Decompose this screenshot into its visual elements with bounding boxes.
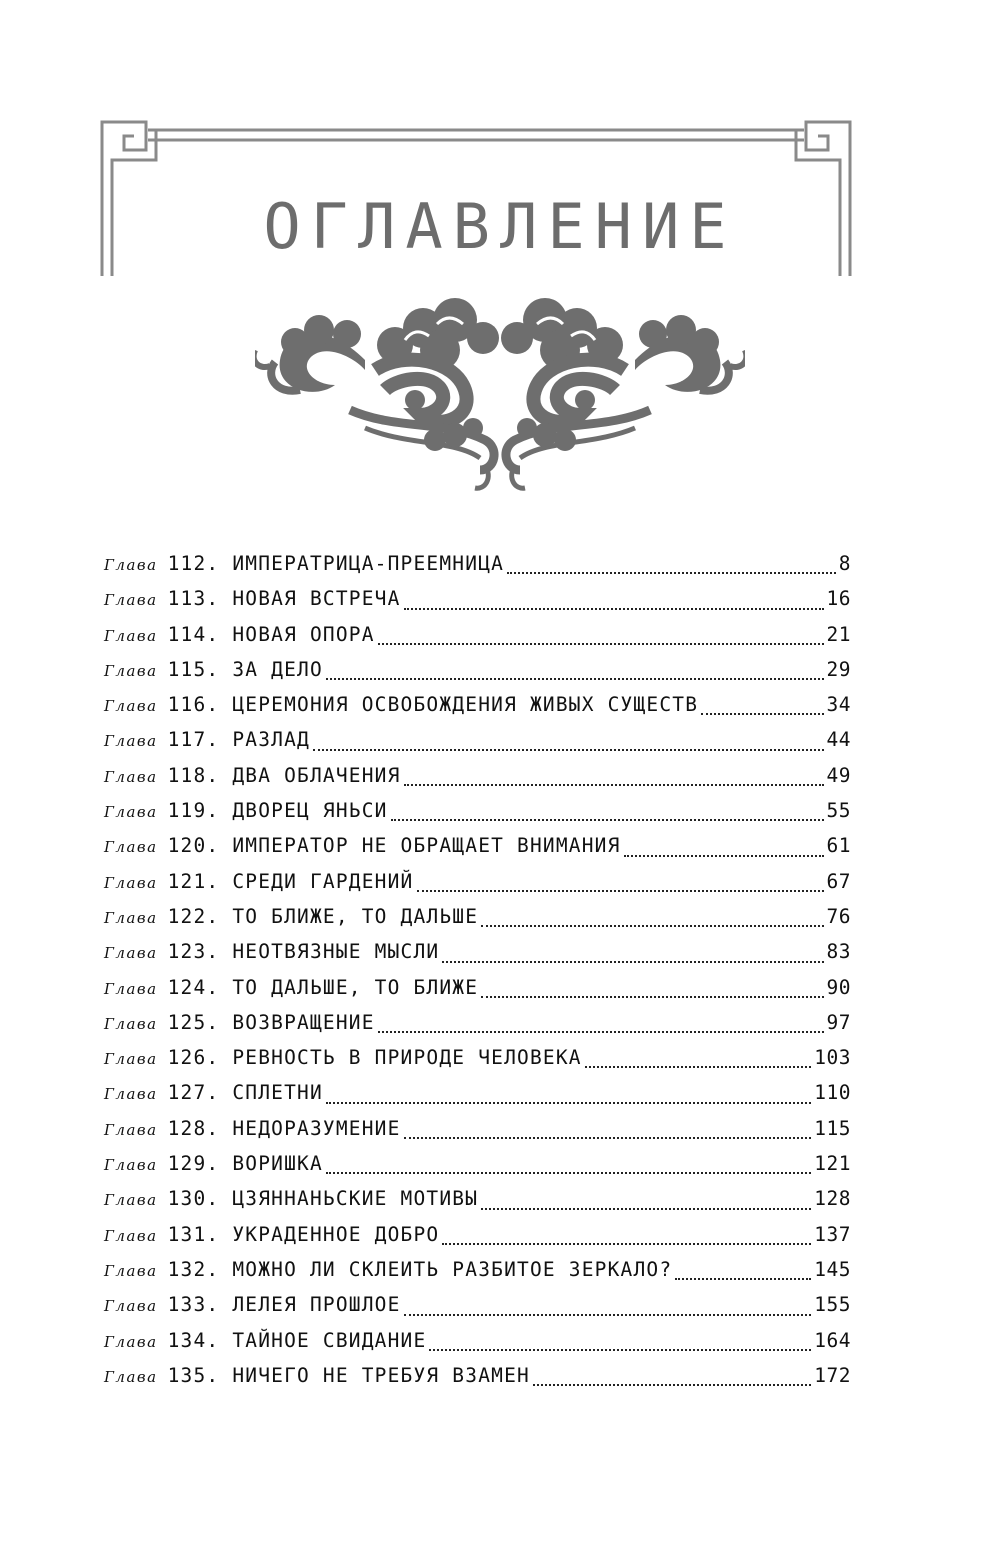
dot-leader <box>624 855 824 857</box>
chapter-name: ВОЗВРАЩЕНИЕ <box>232 1010 375 1034</box>
chapter-title <box>168 899 479 934</box>
chapter-name: РЕВНОСТЬ В ПРИРОДЕ ЧЕЛОВЕКА <box>232 1046 582 1070</box>
chapter-number: 125. <box>167 1010 220 1034</box>
toc-entry[interactable] <box>104 793 851 828</box>
toc-entry[interactable] <box>104 1146 851 1181</box>
chapter-number: 121. <box>167 869 220 893</box>
chapter-prefix: Глава <box>104 767 158 786</box>
dot-leader <box>481 1208 811 1210</box>
chapter-number: 116. <box>167 693 220 717</box>
page-number: 16 <box>826 587 851 611</box>
chapter-title <box>168 1358 530 1393</box>
chapter-name: РАЗЛАД <box>232 728 310 752</box>
chapter-prefix: Глава <box>104 803 158 822</box>
chapter-title <box>168 758 401 793</box>
page-number: 44 <box>826 728 851 752</box>
page-number: 8 <box>838 552 851 575</box>
chapter-title <box>168 970 479 1005</box>
chapter-prefix: Глава <box>104 556 158 574</box>
chapter-prefix: Глава <box>104 591 158 610</box>
toc-entry[interactable] <box>104 1111 851 1146</box>
chapter-name: ЗА ДЕЛО <box>232 657 323 681</box>
toc-entry[interactable] <box>104 1075 851 1110</box>
page-number: 115 <box>814 1116 851 1140</box>
chapter-title <box>168 546 504 581</box>
toc-entry[interactable] <box>104 617 851 652</box>
chapter-title <box>168 1111 401 1146</box>
chapter-number: 134. <box>167 1328 220 1352</box>
chapter-prefix: Глава <box>104 908 158 927</box>
toc-entry[interactable] <box>104 1181 851 1216</box>
chapter-title <box>168 1287 401 1322</box>
dot-leader <box>507 572 836 574</box>
chapter-name: НОВАЯ ВСТРЕЧА <box>232 587 401 611</box>
chapter-name: ИМПЕРАТРИЦА-ПРЕЕМНИЦА <box>232 552 505 575</box>
dot-leader <box>391 819 824 821</box>
dot-leader <box>313 749 824 751</box>
page-number: 90 <box>826 975 851 999</box>
page-number: 61 <box>826 834 851 858</box>
chapter-name: ЛЕЛЕЯ ПРОШЛОЕ <box>232 1293 401 1317</box>
dot-leader <box>429 1349 811 1351</box>
toc-entry[interactable] <box>104 1358 851 1393</box>
chapter-name: НИЧЕГО НЕ ТРЕБУЯ ВЗАМЕН <box>232 1363 530 1387</box>
page-number: 103 <box>814 1046 851 1070</box>
chapter-prefix: Глава <box>104 1085 158 1104</box>
chapter-title <box>168 652 323 687</box>
dot-leader <box>404 1314 812 1316</box>
dot-leader <box>404 784 824 786</box>
chapter-title <box>168 1075 323 1110</box>
toc-entry[interactable] <box>104 934 851 969</box>
page-number: 49 <box>826 763 851 787</box>
page-number: 121 <box>814 1152 851 1176</box>
toc-entry[interactable] <box>104 1287 851 1322</box>
chapter-number: 118. <box>167 763 220 787</box>
page-number: 34 <box>826 693 851 717</box>
page-number: 128 <box>814 1187 851 1211</box>
dot-leader <box>404 1137 812 1139</box>
chapter-prefix: Глава <box>104 838 158 857</box>
chapter-prefix: Глава <box>104 1261 158 1280</box>
chapter-title <box>168 581 401 616</box>
chapter-title <box>168 687 699 722</box>
chapter-name: УКРАДЕННОЕ ДОБРО <box>232 1222 440 1246</box>
toc-entry[interactable] <box>104 1005 851 1040</box>
toc-entry[interactable] <box>104 1217 851 1252</box>
chapter-title <box>168 1040 582 1075</box>
chapter-title <box>168 864 414 899</box>
chapter-prefix: Глава <box>104 1050 158 1069</box>
chapter-number: 114. <box>167 622 220 646</box>
dot-leader <box>378 1031 824 1033</box>
page-number: 97 <box>826 1010 851 1034</box>
chapter-name: ДВОРЕЦ ЯНЬСИ <box>232 799 388 823</box>
chapter-name: МОЖНО ЛИ СКЛЕИТЬ РАЗБИТОЕ ЗЕРКАЛО? <box>232 1257 673 1281</box>
dot-leader <box>442 1243 811 1245</box>
toc-entry[interactable] <box>104 652 851 687</box>
chapter-prefix: Глава <box>104 979 158 998</box>
chapter-number: 131. <box>167 1222 220 1246</box>
toc-entry[interactable] <box>104 758 851 793</box>
dot-leader <box>326 1102 811 1104</box>
toc-entry[interactable] <box>104 970 851 1005</box>
chapter-name: НЕДОРАЗУМЕНИЕ <box>232 1116 401 1140</box>
chapter-prefix: Глава <box>104 1297 158 1316</box>
toc-entry[interactable] <box>104 1040 851 1075</box>
page-number: 172 <box>814 1363 851 1387</box>
chapter-prefix: Глава <box>104 873 158 892</box>
toc-entry[interactable] <box>104 546 851 581</box>
page-number: 83 <box>826 940 851 964</box>
chapter-name: ДВА ОБЛАЧЕНИЯ <box>232 763 401 787</box>
chapter-number: 126. <box>167 1046 220 1070</box>
chapter-prefix: Глава <box>104 944 158 963</box>
chapter-title <box>168 1323 427 1358</box>
chapter-title <box>168 1005 375 1040</box>
page-number: 137 <box>814 1222 851 1246</box>
chapter-number: 124. <box>167 975 220 999</box>
toc-entry[interactable] <box>104 828 851 863</box>
dot-leader <box>585 1066 812 1068</box>
page-number: 164 <box>814 1328 851 1352</box>
chapter-number: 115. <box>167 657 220 681</box>
cloud-ornament-icon <box>255 290 745 495</box>
toc-entry[interactable] <box>104 864 851 899</box>
chapter-prefix: Глава <box>104 661 158 680</box>
chapter-number: 132. <box>167 1257 220 1281</box>
chapter-prefix: Глава <box>104 1191 158 1210</box>
chapter-title <box>168 828 621 863</box>
toc-entry[interactable] <box>104 1323 851 1358</box>
chapter-name: ТАЙНОЕ СВИДАНИЕ <box>232 1328 427 1352</box>
chapter-name: ЦЗЯННАНЬСКИЕ МОТИВЫ <box>232 1187 479 1211</box>
chapter-name: ВОРИШКА <box>232 1152 323 1176</box>
table-of-contents <box>104 546 851 1393</box>
chapter-number: 120. <box>167 834 220 858</box>
chapter-title <box>168 793 388 828</box>
chapter-number: 113. <box>167 587 220 611</box>
chapter-name: ИМПЕРАТОР НЕ ОБРАЩАЕТ ВНИМАНИЯ <box>232 834 621 858</box>
chapter-title <box>168 934 440 969</box>
chapter-prefix: Глава <box>104 1120 158 1139</box>
chapter-prefix: Глава <box>104 697 158 716</box>
chapter-name: НЕОТВЯЗНЫЕ МЫСЛИ <box>232 940 440 964</box>
dot-leader <box>442 961 823 963</box>
toc-entry[interactable] <box>104 687 851 722</box>
chapter-prefix: Глава <box>104 1226 158 1245</box>
dot-leader <box>326 1172 811 1174</box>
page-number: 21 <box>826 622 851 646</box>
chapter-name: ТО ДАЛЬШЕ, ТО БЛИЖЕ <box>232 975 479 999</box>
chapter-title <box>168 1181 479 1216</box>
chapter-prefix: Глава <box>104 626 158 645</box>
dot-leader <box>417 890 824 892</box>
chapter-name: ТО БЛИЖЕ, ТО ДАЛЬШЕ <box>232 904 479 928</box>
chapter-number: 112. <box>167 552 220 575</box>
dot-leader <box>533 1384 811 1386</box>
dot-leader <box>378 643 824 645</box>
chapter-number: 128. <box>167 1116 220 1140</box>
chapter-prefix: Глава <box>104 1332 158 1351</box>
chapter-prefix: Глава <box>104 1367 158 1386</box>
chapter-prefix: Глава <box>104 1156 158 1175</box>
dot-leader <box>481 925 823 927</box>
chapter-number: 129. <box>167 1152 220 1176</box>
chapter-number: 123. <box>167 940 220 964</box>
chapter-number: 122. <box>167 904 220 928</box>
page-title: ОГЛАВЛЕНИЕ <box>263 190 737 263</box>
page-number: 145 <box>814 1257 851 1281</box>
chapter-number: 117. <box>167 728 220 752</box>
dot-leader <box>404 608 824 610</box>
chapter-prefix: Глава <box>104 1014 158 1033</box>
page-number: 155 <box>814 1293 851 1317</box>
page-number: 29 <box>826 657 851 681</box>
chapter-number: 119. <box>167 799 220 823</box>
chapter-title <box>168 722 310 757</box>
toc-entry[interactable] <box>104 722 851 757</box>
chapter-prefix: Глава <box>104 732 158 751</box>
chapter-name: ЦЕРЕМОНИЯ ОСВОБОЖДЕНИЯ ЖИВЫХ СУЩЕСТВ <box>232 693 699 717</box>
cloud-ornament <box>255 290 745 495</box>
chapter-number: 127. <box>167 1081 220 1105</box>
toc-entry[interactable] <box>104 1252 851 1287</box>
page-number: 76 <box>826 904 851 928</box>
chapter-title <box>168 617 375 652</box>
dot-leader <box>481 996 823 998</box>
chapter-number: 130. <box>167 1187 220 1211</box>
chapter-name: НОВАЯ ОПОРА <box>232 622 375 646</box>
chapter-number: 135. <box>167 1363 220 1387</box>
toc-entry[interactable] <box>104 899 851 934</box>
page-number: 55 <box>826 799 851 823</box>
chapter-title <box>168 1217 440 1252</box>
toc-entry[interactable] <box>104 581 851 616</box>
chapter-title <box>168 1146 323 1181</box>
page-number: 67 <box>826 869 851 893</box>
chapter-number: 133. <box>167 1293 220 1317</box>
chapter-title <box>168 1252 673 1287</box>
dot-leader <box>675 1278 811 1280</box>
chapter-name: СПЛЕТНИ <box>232 1081 323 1105</box>
page-number: 110 <box>814 1081 851 1105</box>
dot-leader <box>326 678 824 680</box>
chapter-name: СРЕДИ ГАРДЕНИЙ <box>232 869 414 893</box>
dot-leader <box>701 713 823 715</box>
